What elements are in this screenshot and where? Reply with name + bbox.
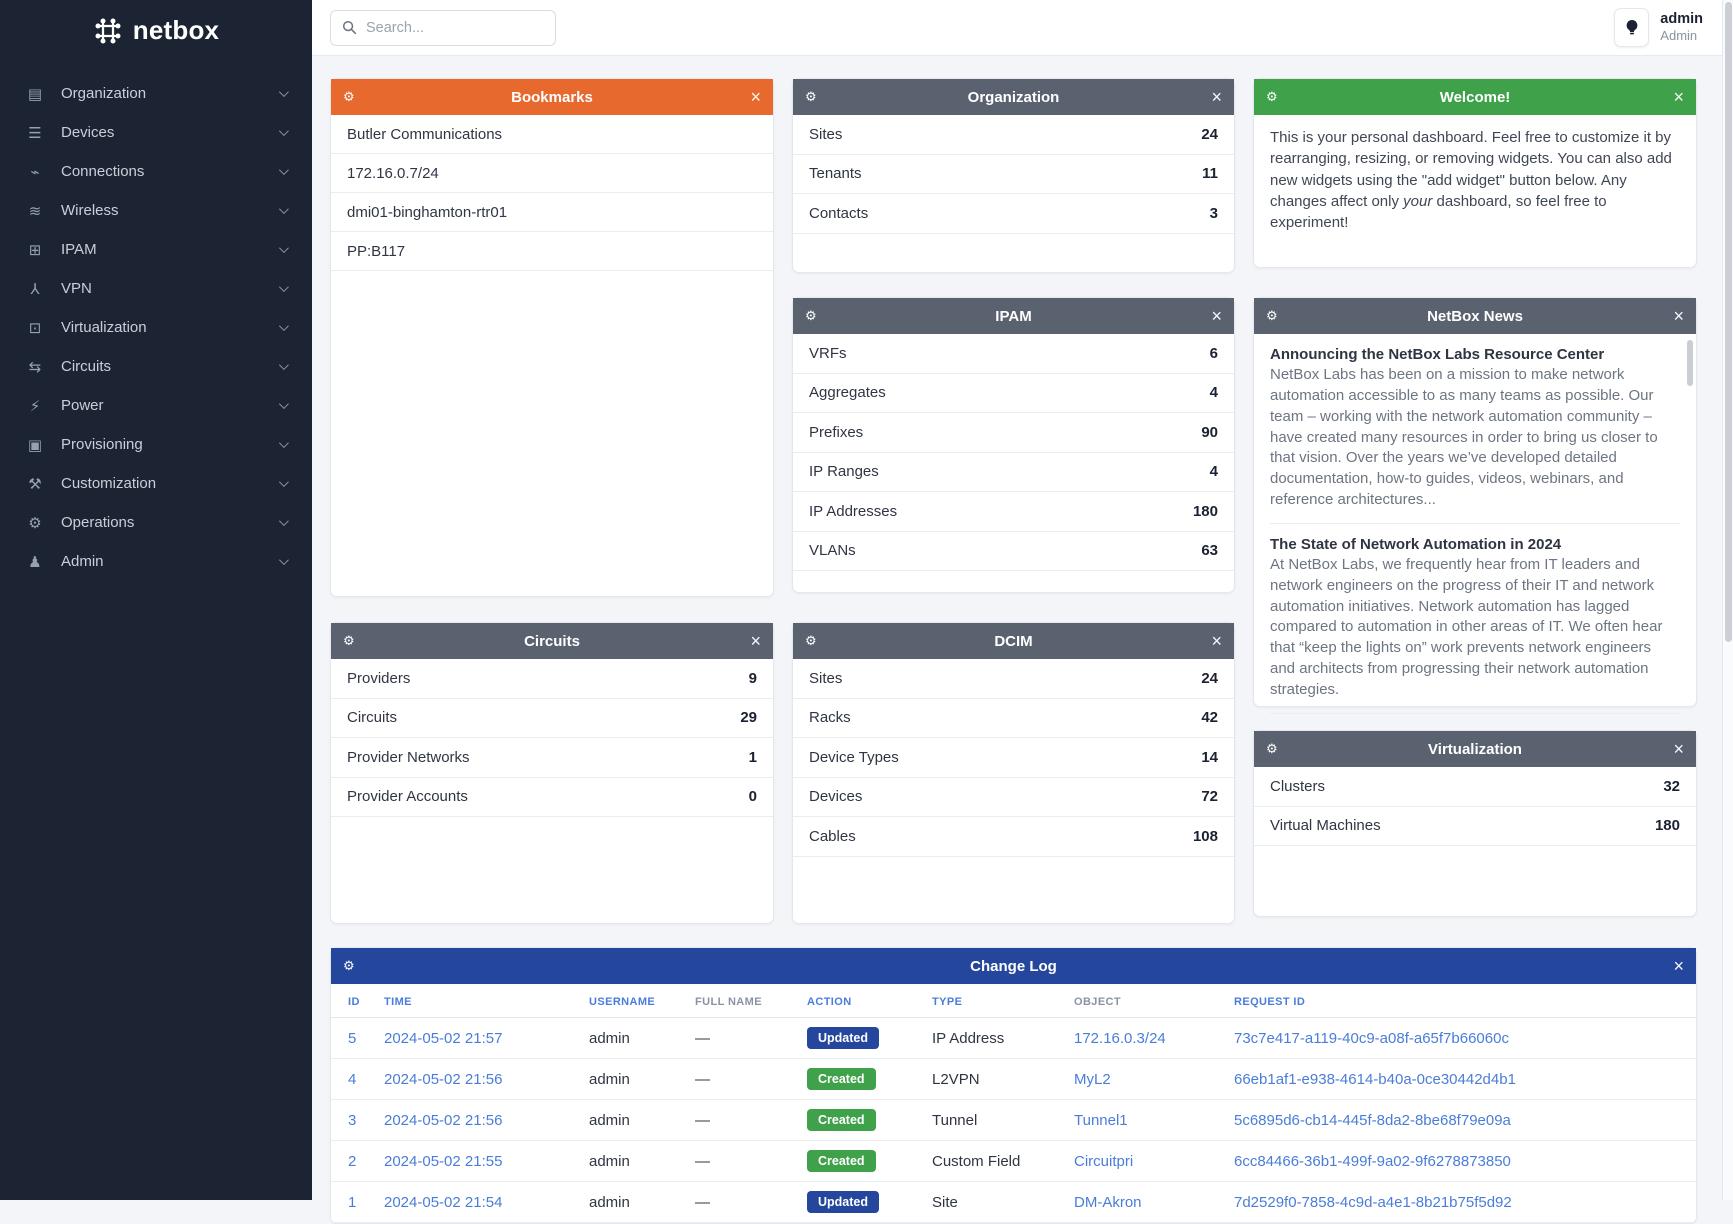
widget-ipam — [792, 297, 1235, 593]
username: admin — [1660, 11, 1703, 28]
stat-link[interactable]: Providers — [347, 669, 411, 687]
stat-link[interactable]: Cables — [809, 827, 856, 845]
widget-header[interactable] — [793, 79, 1234, 115]
chevron-down-icon — [279, 399, 289, 409]
action-badge: Created — [807, 1109, 876, 1131]
widget-title: DCIM — [994, 632, 1033, 650]
widget-config-icon[interactable]: ⚙ — [805, 308, 817, 323]
widget-header[interactable] — [793, 623, 1234, 659]
stat-link[interactable]: Virtual Machines — [1270, 817, 1381, 835]
widget-title: Organization — [967, 88, 1060, 106]
chevron-down-icon — [279, 126, 289, 136]
widget-virtualization — [1253, 730, 1697, 917]
table-row — [331, 1018, 1696, 1059]
change-time-link[interactable]: 2024-05-02 21:54 — [376, 1182, 581, 1223]
change-username: admin — [581, 1100, 687, 1141]
stat-row: Virtual Machines 180 — [1254, 807, 1696, 847]
change-request-id-link[interactable]: 5c6895d6-cb14-445f-8da2-8be68f79e09a — [1226, 1100, 1696, 1141]
widget-welcome — [1253, 78, 1697, 268]
chevron-down-icon — [279, 438, 289, 448]
column-header-action[interactable]: ACTION — [799, 984, 924, 1018]
column-header-full-name: FULL NAME — [687, 984, 799, 1018]
lightbulb-icon — [1625, 19, 1639, 37]
stat-link[interactable]: Device Types — [809, 748, 899, 766]
wireless-icon: ≋ — [28, 202, 42, 220]
change-full-name: — — [687, 1059, 799, 1100]
widget-close-icon[interactable]: × — [1211, 306, 1222, 326]
stat-row: Prefixes 90 — [793, 413, 1234, 453]
welcome-text: This is your personal dashboard. Feel free to customize it by rearranging, resizing, or removing widgets. You can also add new widgets using the "add widget" button below. Any changes affect only your dashboard, so feel free to experiment! — [1270, 129, 1672, 232]
change-action — [799, 1018, 924, 1059]
widget-header[interactable] — [1254, 298, 1696, 334]
stat-link[interactable]: Sites — [809, 125, 843, 143]
sidebar — [0, 0, 312, 1200]
column-header-request-id[interactable]: REQUEST ID — [1226, 984, 1696, 1018]
widget-header[interactable] — [331, 948, 1696, 984]
widget-close-icon[interactable]: × — [1673, 306, 1684, 326]
circuits-icon: ⇆ — [28, 358, 42, 376]
stat-row: Circuits 29 — [331, 699, 773, 739]
stat-row: Provider Networks 1 — [331, 738, 773, 778]
table-row — [331, 1141, 1696, 1182]
change-id-link[interactable]: 2 — [331, 1141, 376, 1182]
change-type: IP Address — [924, 1018, 1066, 1059]
change-type: Custom Field — [924, 1141, 1066, 1182]
stat-link[interactable]: Provider Networks — [347, 748, 470, 766]
bookmark-link[interactable]: Butler Communications — [331, 115, 773, 154]
sidebar-item-ipam[interactable]: ⊞ IPAM — [0, 230, 312, 269]
user-role: Admin — [1660, 28, 1698, 44]
change-request-id-link[interactable]: 6cc84466-36b1-499f-9a02-9f6278873850 — [1226, 1141, 1696, 1182]
widget-config-icon[interactable]: ⚙ — [1266, 741, 1278, 756]
search-input[interactable] — [366, 20, 544, 36]
change-object-link[interactable]: DM-Akron — [1066, 1182, 1226, 1223]
chevron-down-icon — [279, 516, 289, 526]
stat-row: IP Addresses 180 — [793, 492, 1234, 532]
bookmark-link[interactable]: dmi01-binghamton-rtr01 — [331, 193, 773, 232]
column-header-username[interactable]: USERNAME — [581, 984, 687, 1018]
connections-icon: ⌁ — [30, 163, 40, 181]
stat-link[interactable]: Prefixes — [809, 423, 864, 441]
widget-close-icon[interactable]: × — [1211, 631, 1222, 651]
page-scrollbar[interactable] — [1722, 0, 1733, 1200]
widget-config-icon[interactable]: ⚙ — [805, 89, 817, 104]
stat-row: Devices 72 — [793, 778, 1234, 818]
action-badge: Updated — [807, 1027, 879, 1049]
sidebar-item-power[interactable]: ⚡ Power — [0, 386, 312, 425]
widget-header[interactable] — [1254, 731, 1696, 767]
stat-row: Provider Accounts 0 — [331, 778, 773, 818]
admin-icon: ♟ — [28, 553, 42, 571]
stat-link[interactable]: Circuits — [347, 709, 398, 727]
widget-circuits — [330, 622, 774, 924]
search-icon — [342, 20, 357, 35]
vpn-icon: ⅄ — [30, 280, 40, 298]
widget-close-icon[interactable]: × — [1673, 87, 1684, 107]
stat-row: VLANs 63 — [793, 532, 1234, 572]
change-full-name: — — [687, 1018, 799, 1059]
change-id-link[interactable]: 5 — [331, 1018, 376, 1059]
column-header-id[interactable]: ID — [331, 984, 376, 1018]
sidebar-item-virtualization[interactable]: ⊡ Virtualization — [0, 308, 312, 347]
dashboard — [312, 56, 1733, 1224]
chevron-down-icon — [279, 477, 289, 487]
stat-row: Sites 24 — [793, 115, 1234, 155]
provisioning-icon: ▣ — [27, 436, 43, 454]
widget-config-icon[interactable]: ⚙ — [1266, 308, 1278, 323]
change-id-link[interactable]: 1 — [331, 1182, 376, 1223]
action-badge: Updated — [807, 1191, 879, 1213]
column-header-time[interactable]: TIME — [376, 984, 581, 1018]
bookmark-link[interactable]: PP:B117 — [331, 232, 773, 271]
widget-header[interactable] — [331, 79, 773, 115]
sidebar-item-provisioning[interactable]: ▣ Provisioning — [0, 425, 312, 464]
widget-close-icon[interactable]: × — [1673, 739, 1684, 759]
column-header-type[interactable]: TYPE — [924, 984, 1066, 1018]
stat-row: Clusters 32 — [1254, 767, 1696, 807]
change-full-name: — — [687, 1182, 799, 1223]
change-object-link[interactable]: 172.16.0.3/24 — [1066, 1018, 1226, 1059]
widget-close-icon[interactable]: × — [1211, 87, 1222, 107]
chevron-down-icon — [279, 204, 289, 214]
stat-link[interactable]: Tenants — [809, 165, 862, 183]
chevron-down-icon — [279, 321, 289, 331]
customization-icon: ⚒ — [28, 475, 42, 493]
widget-title: Welcome! — [1439, 88, 1511, 106]
widget-close-icon[interactable]: × — [750, 631, 761, 651]
news-headline-link[interactable]: The State of Network Automation in 2024 — [1270, 535, 1562, 553]
stat-row: Contacts 3 — [793, 194, 1234, 234]
change-full-name: — — [687, 1100, 799, 1141]
change-username: admin — [581, 1141, 687, 1182]
widget-config-icon[interactable]: ⚙ — [343, 89, 355, 104]
widget-close-icon[interactable]: × — [750, 87, 761, 107]
widget-header[interactable] — [1254, 79, 1696, 115]
bookmark-link[interactable]: 172.16.0.7/24 — [331, 154, 773, 193]
change-request-id-link[interactable]: 7d2529f0-7858-4c9d-a4e1-8b21b75f5d92 — [1226, 1182, 1696, 1223]
change-action — [799, 1141, 924, 1182]
widget-config-icon[interactable]: ⚙ — [343, 958, 355, 973]
change-username: admin — [581, 1059, 687, 1100]
change-action — [799, 1182, 924, 1223]
widget-title: IPAM — [995, 307, 1032, 325]
news-article — [1270, 536, 1680, 714]
widget-change-log — [330, 947, 1697, 1224]
chevron-down-icon — [279, 87, 289, 97]
topbar — [312, 0, 1733, 56]
news-article-text: NetBox Labs has been on a mission to make network automation accessible to as many teams as possible. Our team – working with the network automation community – have created many resources in order to bring us closer to that vision. Over the years we’ve developed detailed documentation, how-to guides, videos, webinars, and reference architectures... — [1270, 366, 1658, 509]
widget-dcim — [792, 622, 1235, 924]
change-object-link[interactable]: Tunnel1 — [1066, 1100, 1226, 1141]
user-menu[interactable] — [1614, 8, 1703, 47]
operations-icon: ⚙ — [28, 514, 42, 532]
change-time-link[interactable]: 2024-05-02 21:56 — [376, 1100, 581, 1141]
stat-link[interactable]: Contacts — [809, 204, 869, 222]
change-time-link[interactable]: 2024-05-02 21:57 — [376, 1018, 581, 1059]
column-header-object: OBJECT — [1066, 984, 1226, 1018]
news-headline-link[interactable]: Announcing the NetBox Labs Resource Center — [1270, 346, 1605, 363]
widget-title: Virtualization — [1428, 740, 1522, 758]
netbox-logo-icon — [93, 16, 123, 46]
widget-organization — [792, 78, 1235, 273]
change-username: admin — [581, 1018, 687, 1059]
change-object-link[interactable]: MyL2 — [1066, 1059, 1226, 1100]
sidebar-item-customization[interactable]: ⚒ Customization — [0, 464, 312, 503]
change-type: Tunnel — [924, 1100, 1066, 1141]
sidebar-item-circuits[interactable]: ⇆ Circuits — [0, 347, 312, 386]
widget-title: Change Log — [970, 957, 1057, 975]
table-row — [331, 1182, 1696, 1223]
widget-netbox-news — [1253, 297, 1697, 707]
stat-link[interactable]: Sites — [809, 669, 843, 687]
stat-link[interactable]: VRFs — [809, 344, 847, 362]
widget-title: NetBox News — [1427, 307, 1523, 325]
stat-link[interactable]: VLANs — [809, 542, 856, 560]
stat-link[interactable]: Devices — [809, 788, 863, 806]
dark-mode-toggle[interactable] — [1614, 8, 1649, 47]
widget-config-icon[interactable]: ⚙ — [805, 633, 817, 648]
stat-row: Tenants 11 — [793, 155, 1234, 195]
change-action — [799, 1059, 924, 1100]
stat-link[interactable]: Provider Accounts — [347, 788, 468, 806]
action-badge: Created — [807, 1068, 876, 1090]
change-type: Site — [924, 1182, 1066, 1223]
devices-icon: ☰ — [28, 124, 42, 142]
sidebar-item-organization[interactable]: ▤ Organization — [0, 74, 312, 113]
change-time-link[interactable]: 2024-05-02 21:56 — [376, 1059, 581, 1100]
widget-title: Bookmarks — [511, 88, 593, 106]
stat-link[interactable]: IP Ranges — [809, 463, 879, 481]
chevron-down-icon — [279, 282, 289, 292]
stat-row: Aggregates 4 — [793, 374, 1234, 414]
stat-row: Sites 24 — [793, 659, 1234, 699]
change-request-id-link[interactable]: 66eb1af1-e938-4614-b40a-0ce30442d4b1 — [1226, 1059, 1696, 1100]
user-info — [1660, 10, 1703, 44]
chevron-down-icon — [279, 555, 289, 565]
news-scrollbar-thumb[interactable] — [1687, 340, 1693, 386]
page-scrollbar-thumb[interactable] — [1725, 2, 1732, 642]
news-article-text: At NetBox Labs, we frequently hear from IT leaders and network engineers on the progress of their IT and network automation initiatives. Network automation has lagged compared to automation in other areas of IT. We often hear that “keep the lights on” work prevents network engineers and architects from progressing their network automation strategies. — [1270, 555, 1663, 698]
change-action — [799, 1100, 924, 1141]
widget-bookmarks — [330, 78, 774, 597]
chevron-down-icon — [279, 165, 289, 175]
change-type: L2VPN — [924, 1059, 1066, 1100]
change-username: admin — [581, 1182, 687, 1223]
stat-link[interactable]: Racks — [809, 709, 851, 727]
change-full-name: — — [687, 1141, 799, 1182]
sidebar-item-wireless[interactable]: ≋ Wireless — [0, 191, 312, 230]
sidebar-item-operations[interactable]: ⚙ Operations — [0, 503, 312, 542]
netbox-logo[interactable] — [0, 0, 312, 70]
change-log-table — [331, 984, 1696, 1223]
brand-name: netbox — [132, 15, 220, 45]
stat-row: Device Types 14 — [793, 738, 1234, 778]
stat-row: VRFs 6 — [793, 334, 1234, 374]
widget-title: Circuits — [524, 632, 580, 650]
ipam-icon: ⊞ — [28, 241, 42, 259]
stat-row: Racks 42 — [793, 699, 1234, 739]
news-article — [1270, 346, 1680, 524]
widget-config-icon[interactable]: ⚙ — [343, 633, 355, 648]
action-badge: Created — [807, 1150, 876, 1172]
power-icon: ⚡ — [29, 397, 41, 415]
chevron-down-icon — [279, 360, 289, 370]
widget-header[interactable] — [793, 298, 1234, 334]
search-box — [330, 10, 556, 46]
sidebar-item-admin[interactable]: ♟ Admin — [0, 542, 312, 581]
virtualization-icon: ⊡ — [28, 319, 42, 337]
organization-icon: ▤ — [27, 85, 43, 103]
change-id-link[interactable]: 4 — [331, 1059, 376, 1100]
sidebar-item-connections[interactable]: ⌁ Connections — [0, 152, 312, 191]
chevron-down-icon — [279, 243, 289, 253]
table-row — [331, 1059, 1696, 1100]
change-request-id-link[interactable]: 73c7e417-a119-40c9-a08f-a65f7b66060c — [1226, 1018, 1696, 1059]
sidebar-nav — [0, 70, 312, 581]
stat-link[interactable]: IP Addresses — [809, 502, 898, 520]
stat-row: Providers 9 — [331, 659, 773, 699]
change-id-link[interactable]: 3 — [331, 1100, 376, 1141]
widget-config-icon[interactable]: ⚙ — [1266, 89, 1278, 104]
widget-header[interactable] — [331, 623, 773, 659]
sidebar-item-devices[interactable]: ☰ Devices — [0, 113, 312, 152]
widget-close-icon[interactable]: × — [1673, 956, 1684, 976]
sidebar-item-vpn[interactable]: ⅄ VPN — [0, 269, 312, 308]
table-row — [331, 1100, 1696, 1141]
change-time-link[interactable]: 2024-05-02 21:55 — [376, 1141, 581, 1182]
stat-row: IP Ranges 4 — [793, 453, 1234, 493]
change-object-link[interactable]: Circuitpri — [1066, 1141, 1226, 1182]
stat-link[interactable]: Clusters — [1270, 777, 1326, 795]
table-header-row — [331, 984, 1696, 1018]
stat-link[interactable]: Aggregates — [809, 384, 886, 402]
stat-row: Cables 108 — [793, 817, 1234, 857]
